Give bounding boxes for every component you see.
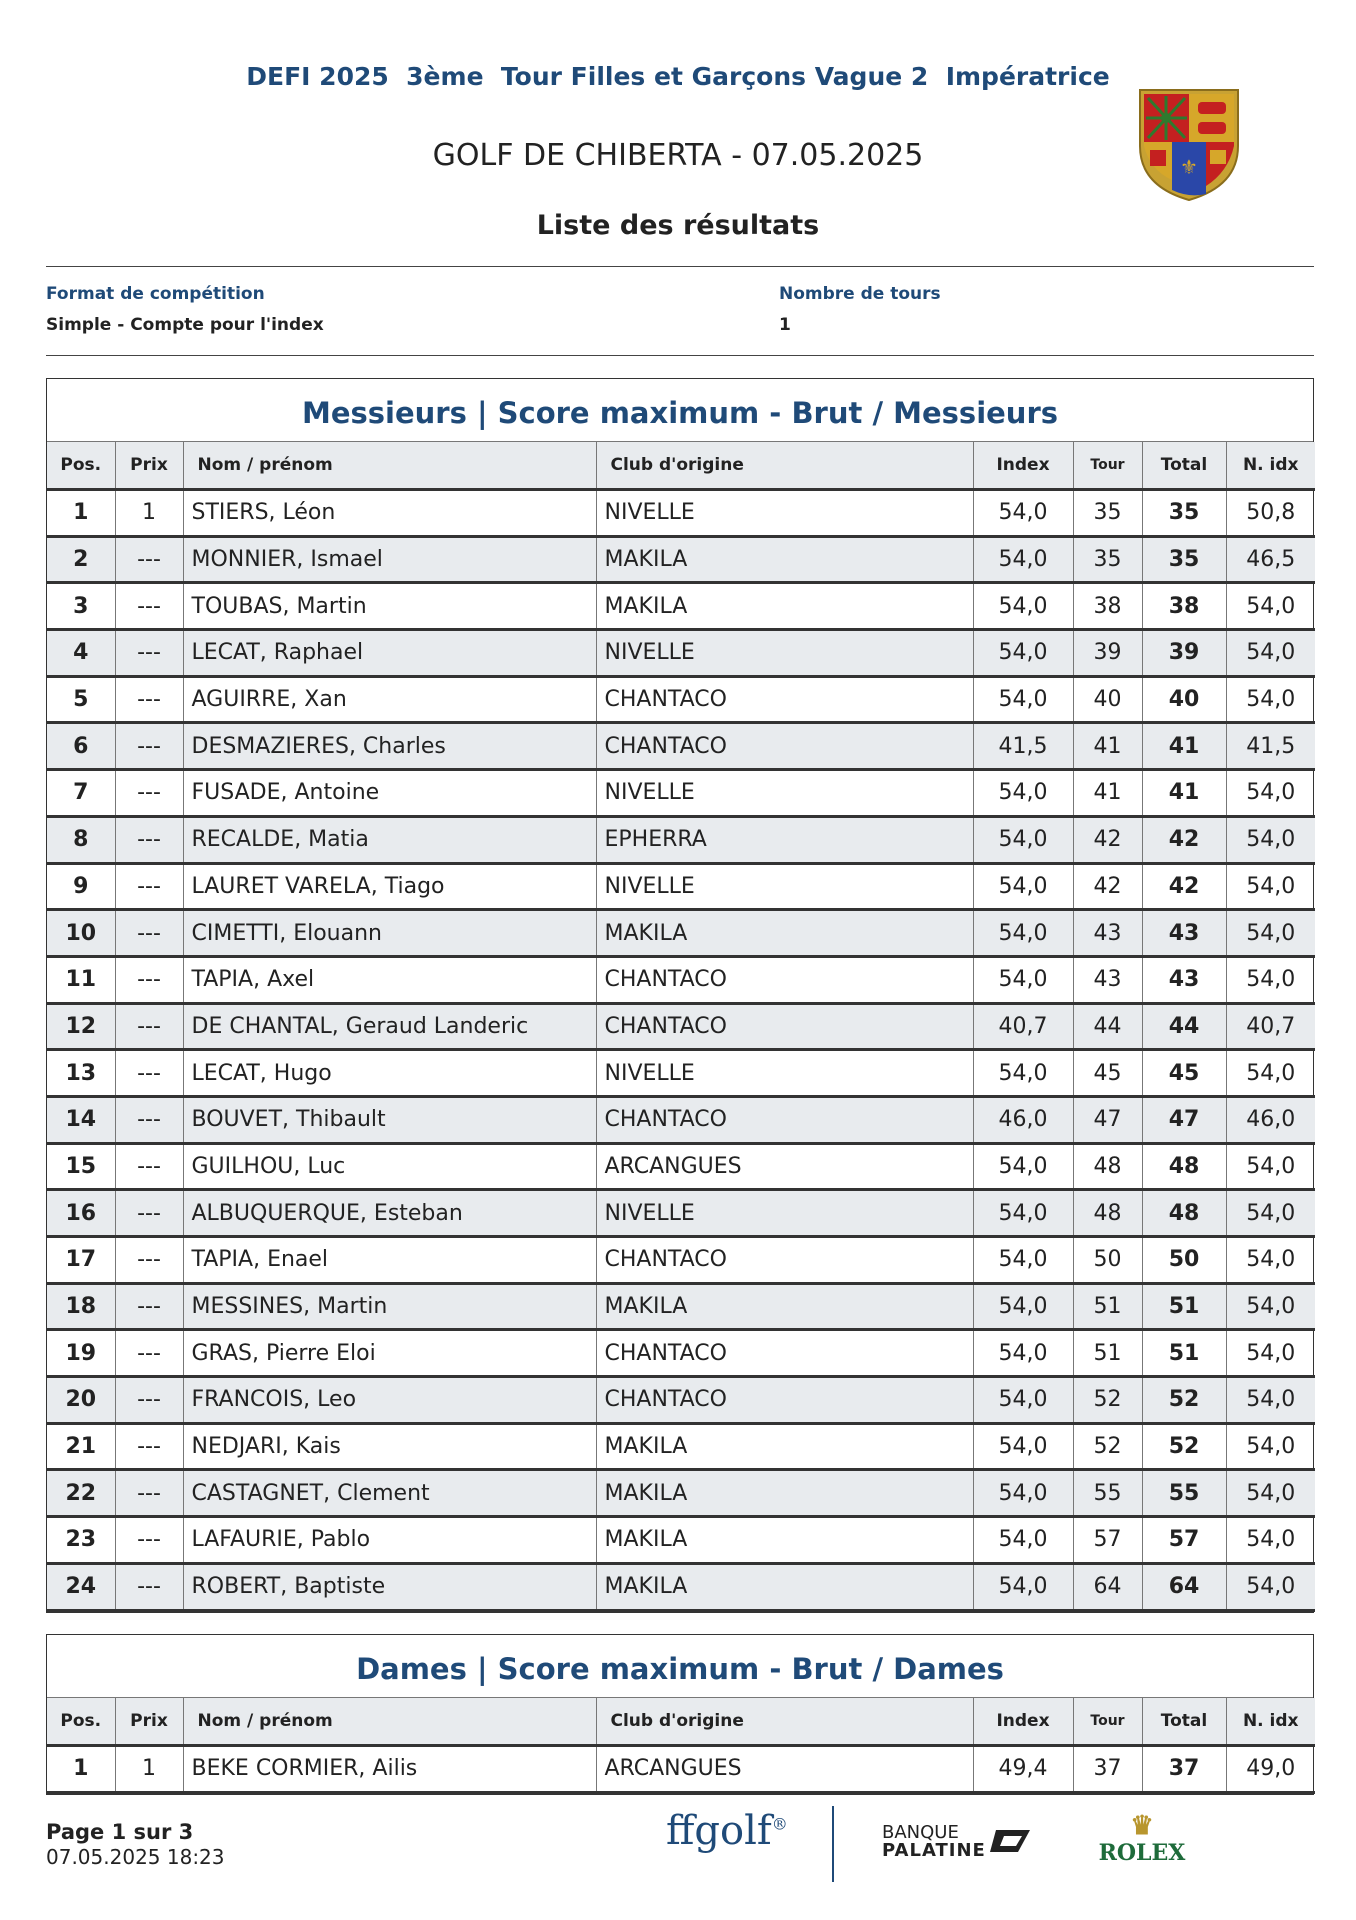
format-label: Format de compétition <box>46 284 265 304</box>
cell-nidx: 54,0 <box>1226 1377 1315 1424</box>
cell-nidx: 40,7 <box>1226 1003 1315 1050</box>
col-header-club: Club d'origine <box>596 442 973 490</box>
cell-pos: 15 <box>47 1143 115 1190</box>
cell-prix: --- <box>115 1237 183 1284</box>
cell-index: 54,0 <box>973 863 1073 910</box>
cell-total: 44 <box>1142 1003 1226 1050</box>
cell-total: 42 <box>1142 863 1226 910</box>
cell-index: 54,0 <box>973 1050 1073 1097</box>
cell-nidx: 54,0 <box>1226 863 1315 910</box>
cell-index: 54,0 <box>973 1423 1073 1470</box>
col-header-name: Nom / prénom <box>183 442 596 490</box>
table-row <box>47 1237 1315 1284</box>
cell-club: MAKILA <box>596 1517 973 1564</box>
cell-index: 54,0 <box>973 770 1073 817</box>
cell-club: ARCANGUES <box>596 1746 973 1793</box>
cell-nidx: 54,0 <box>1226 1517 1315 1564</box>
messieurs-results-section <box>46 378 1314 1613</box>
cell-total: 48 <box>1142 1190 1226 1237</box>
cell-name: LAURET VARELA, Tiago <box>183 863 596 910</box>
cell-nidx: 54,0 <box>1226 956 1315 1003</box>
cell-name: RECALDE, Matia <box>183 816 596 863</box>
table-row <box>47 490 1315 537</box>
cell-prix: --- <box>115 536 183 583</box>
cell-prix: --- <box>115 1050 183 1097</box>
table-row <box>47 1283 1315 1330</box>
ffgolf-logo-text: ffgolf <box>666 1808 772 1854</box>
table-row <box>47 770 1315 817</box>
cell-prix: --- <box>115 723 183 770</box>
meta-divider <box>46 355 1314 356</box>
cell-name: FRANCOIS, Leo <box>183 1377 596 1424</box>
print-date: 07.05.2025 18:23 <box>46 1845 225 1869</box>
rounds-label: Nombre de tours <box>779 284 941 304</box>
messieurs-section-title: Messieurs | Score maximum - Brut / Messieurs <box>47 379 1313 442</box>
cell-club: NIVELLE <box>596 770 973 817</box>
cell-club: MAKILA <box>596 1563 973 1610</box>
cell-prix: --- <box>115 676 183 723</box>
cell-tour: 50 <box>1073 1237 1142 1284</box>
cell-club: CHANTACO <box>596 676 973 723</box>
cell-total: 35 <box>1142 536 1226 583</box>
cell-total: 55 <box>1142 1470 1226 1517</box>
cell-pos: 3 <box>47 583 115 630</box>
cell-tour: 39 <box>1073 630 1142 677</box>
cell-prix: --- <box>115 1377 183 1424</box>
cell-name: TOUBAS, Martin <box>183 583 596 630</box>
cell-pos: 12 <box>47 1003 115 1050</box>
cell-name: DE CHANTAL, Geraud Landeric <box>183 1003 596 1050</box>
cell-nidx: 54,0 <box>1226 1143 1315 1190</box>
cell-name: MESSINES, Martin <box>183 1283 596 1330</box>
cell-tour: 37 <box>1073 1746 1142 1793</box>
cell-prix: --- <box>115 630 183 677</box>
cell-tour: 44 <box>1073 1003 1142 1050</box>
cell-pos: 21 <box>47 1423 115 1470</box>
cell-prix: --- <box>115 1003 183 1050</box>
table-row <box>47 910 1315 957</box>
cell-index: 46,0 <box>973 1096 1073 1143</box>
cell-pos: 19 <box>47 1330 115 1377</box>
table-row <box>47 863 1315 910</box>
cell-tour: 64 <box>1073 1563 1142 1610</box>
cell-prix: --- <box>115 816 183 863</box>
cell-tour: 51 <box>1073 1283 1142 1330</box>
cell-index: 40,7 <box>973 1003 1073 1050</box>
cell-club: MAKILA <box>596 583 973 630</box>
cell-index: 54,0 <box>973 536 1073 583</box>
table-header-row <box>47 1698 1315 1746</box>
cell-pos: 5 <box>47 676 115 723</box>
cell-club: MAKILA <box>596 1283 973 1330</box>
cell-total: 39 <box>1142 630 1226 677</box>
rolex-logo-text: ROLEX <box>1098 1840 1186 1866</box>
cell-tour: 48 <box>1073 1190 1142 1237</box>
table-row <box>47 816 1315 863</box>
list-title: Liste des résultats <box>536 210 820 241</box>
cell-tour: 55 <box>1073 1470 1142 1517</box>
cell-pos: 14 <box>47 1096 115 1143</box>
crown-icon: ♛ <box>1130 1811 1154 1841</box>
cell-pos: 22 <box>47 1470 115 1517</box>
cell-name: LAFAURIE, Pablo <box>183 1517 596 1564</box>
header-divider <box>46 266 1314 267</box>
cell-club: MAKILA <box>596 536 973 583</box>
cell-nidx: 54,0 <box>1226 816 1315 863</box>
cell-club: CHANTACO <box>596 723 973 770</box>
cell-nidx: 54,0 <box>1226 1050 1315 1097</box>
cell-total: 41 <box>1142 723 1226 770</box>
cell-tour: 52 <box>1073 1377 1142 1424</box>
cell-pos: 1 <box>47 1746 115 1793</box>
cell-club: NIVELLE <box>596 863 973 910</box>
cell-club: MAKILA <box>596 1423 973 1470</box>
cell-tour: 43 <box>1073 956 1142 1003</box>
cell-total: 45 <box>1142 1050 1226 1097</box>
cell-pos: 24 <box>47 1563 115 1610</box>
cell-name: AGUIRRE, Xan <box>183 676 596 723</box>
cell-club: CHANTACO <box>596 956 973 1003</box>
cell-name: LECAT, Hugo <box>183 1050 596 1097</box>
cell-name: TAPIA, Axel <box>183 956 596 1003</box>
cell-prix: --- <box>115 770 183 817</box>
table-header-row <box>47 442 1315 490</box>
cell-tour: 51 <box>1073 1330 1142 1377</box>
cell-index: 54,0 <box>973 1470 1073 1517</box>
cell-prix: --- <box>115 1096 183 1143</box>
cell-pos: 8 <box>47 816 115 863</box>
col-header-index: Index <box>973 442 1073 490</box>
cell-total: 40 <box>1142 676 1226 723</box>
table-row <box>47 1517 1315 1564</box>
cell-pos: 4 <box>47 630 115 677</box>
cell-pos: 23 <box>47 1517 115 1564</box>
cell-pos: 20 <box>47 1377 115 1424</box>
cell-nidx: 54,0 <box>1226 676 1315 723</box>
table-row <box>47 630 1315 677</box>
cell-prix: --- <box>115 863 183 910</box>
cell-index: 54,0 <box>973 1190 1073 1237</box>
cell-club: NIVELLE <box>596 1190 973 1237</box>
cell-pos: 2 <box>47 536 115 583</box>
cell-pos: 18 <box>47 1283 115 1330</box>
table-row <box>47 1143 1315 1190</box>
cell-index: 54,0 <box>973 956 1073 1003</box>
cell-index: 54,0 <box>973 490 1073 537</box>
col-header-tour: Tour <box>1073 1698 1142 1746</box>
cell-tour: 42 <box>1073 863 1142 910</box>
cell-club: ARCANGUES <box>596 1143 973 1190</box>
table-row <box>47 676 1315 723</box>
table-row <box>47 1330 1315 1377</box>
cell-nidx: 54,0 <box>1226 910 1315 957</box>
cell-tour: 42 <box>1073 816 1142 863</box>
cell-index: 54,0 <box>973 910 1073 957</box>
cell-prix: --- <box>115 910 183 957</box>
col-header-nidx: N. idx <box>1226 1698 1315 1746</box>
cell-prix: --- <box>115 1423 183 1470</box>
cell-total: 43 <box>1142 910 1226 957</box>
cell-club: EPHERRA <box>596 816 973 863</box>
cell-tour: 40 <box>1073 676 1142 723</box>
cell-pos: 10 <box>47 910 115 957</box>
cell-nidx: 54,0 <box>1226 1423 1315 1470</box>
table-row <box>47 1377 1315 1424</box>
page-number: Page 1 sur 3 <box>46 1820 194 1844</box>
cell-index: 54,0 <box>973 1330 1073 1377</box>
col-header-club: Club d'origine <box>596 1698 973 1746</box>
cell-nidx: 54,0 <box>1226 583 1315 630</box>
registered-icon: ® <box>771 1814 788 1834</box>
cell-name: BEKE CORMIER, Ailis <box>183 1746 596 1793</box>
table-row <box>47 956 1315 1003</box>
cell-pos: 1 <box>47 490 115 537</box>
cell-name: STIERS, Léon <box>183 490 596 537</box>
cell-nidx: 54,0 <box>1226 1563 1315 1610</box>
cell-club: CHANTACO <box>596 1003 973 1050</box>
cell-club: MAKILA <box>596 1470 973 1517</box>
cell-tour: 57 <box>1073 1517 1142 1564</box>
cell-total: 57 <box>1142 1517 1226 1564</box>
cell-prix: 1 <box>115 490 183 537</box>
cell-total: 51 <box>1142 1283 1226 1330</box>
cell-pos: 11 <box>47 956 115 1003</box>
cell-total: 43 <box>1142 956 1226 1003</box>
cell-total: 41 <box>1142 770 1226 817</box>
venue-title: GOLF DE CHIBERTA - 07.05.2025 <box>432 138 924 173</box>
cell-total: 37 <box>1142 1746 1226 1793</box>
table-row <box>47 1096 1315 1143</box>
cell-nidx: 54,0 <box>1226 770 1315 817</box>
dames-results-section <box>46 1634 1314 1795</box>
cell-club: NIVELLE <box>596 490 973 537</box>
cell-prix: --- <box>115 1563 183 1610</box>
cell-tour: 47 <box>1073 1096 1142 1143</box>
svg-text:⚜: ⚜ <box>1180 155 1198 179</box>
cell-index: 41,5 <box>973 723 1073 770</box>
cell-name: TAPIA, Enael <box>183 1237 596 1284</box>
table-row <box>47 1746 1315 1793</box>
cell-name: CIMETTI, Elouann <box>183 910 596 957</box>
table-row <box>47 1190 1315 1237</box>
cell-name: LECAT, Raphael <box>183 630 596 677</box>
cell-club: NIVELLE <box>596 630 973 677</box>
cell-index: 54,0 <box>973 630 1073 677</box>
col-header-pos: Pos. <box>47 442 115 490</box>
table-row <box>47 1050 1315 1097</box>
banque-logo-line1: BANQUE <box>882 1822 959 1843</box>
cell-total: 52 <box>1142 1423 1226 1470</box>
col-header-prix: Prix <box>115 442 183 490</box>
banque-logo-line2: PALATINE <box>882 1840 986 1861</box>
cell-total: 47 <box>1142 1096 1226 1143</box>
banque-palatine-emblem-icon <box>988 1826 1032 1856</box>
cell-nidx: 54,0 <box>1226 1237 1315 1284</box>
cell-club: CHANTACO <box>596 1330 973 1377</box>
cell-index: 54,0 <box>973 1237 1073 1284</box>
table-row <box>47 1003 1315 1050</box>
cell-club: CHANTACO <box>596 1237 973 1284</box>
cell-tour: 48 <box>1073 1143 1142 1190</box>
rounds-value: 1 <box>779 315 791 335</box>
cell-name: ALBUQUERQUE, Esteban <box>183 1190 596 1237</box>
cell-name: BOUVET, Thibault <box>183 1096 596 1143</box>
cell-name: DESMAZIERES, Charles <box>183 723 596 770</box>
ffgolf-logo <box>666 1808 788 1854</box>
col-header-total: Total <box>1142 442 1226 490</box>
cell-nidx: 50,8 <box>1226 490 1315 537</box>
cell-total: 50 <box>1142 1237 1226 1284</box>
cell-prix: --- <box>115 956 183 1003</box>
col-header-name: Nom / prénom <box>183 1698 596 1746</box>
col-header-index: Index <box>973 1698 1073 1746</box>
cell-total: 52 <box>1142 1377 1226 1424</box>
cell-prix: 1 <box>115 1746 183 1793</box>
cell-nidx: 46,0 <box>1226 1096 1315 1143</box>
cell-prix: --- <box>115 1190 183 1237</box>
cell-total: 64 <box>1142 1563 1226 1610</box>
table-row <box>47 1563 1315 1610</box>
cell-total: 48 <box>1142 1143 1226 1190</box>
cell-tour: 35 <box>1073 536 1142 583</box>
logo-divider <box>832 1806 834 1882</box>
cell-prix: --- <box>115 583 183 630</box>
dames-table-body <box>47 1746 1315 1793</box>
cell-index: 54,0 <box>973 1377 1073 1424</box>
table-row <box>47 723 1315 770</box>
cell-tour: 35 <box>1073 490 1142 537</box>
cell-club: CHANTACO <box>596 1377 973 1424</box>
cell-pos: 9 <box>47 863 115 910</box>
cell-club: CHANTACO <box>596 1096 973 1143</box>
table-row <box>47 1423 1315 1470</box>
cell-nidx: 41,5 <box>1226 723 1315 770</box>
format-value: Simple - Compte pour l'index <box>46 315 324 335</box>
dames-results-table <box>47 1698 1315 1794</box>
cell-nidx: 49,0 <box>1226 1746 1315 1793</box>
cell-index: 54,0 <box>973 1283 1073 1330</box>
cell-name: FUSADE, Antoine <box>183 770 596 817</box>
table-row <box>47 583 1315 630</box>
cell-total: 35 <box>1142 490 1226 537</box>
cell-tour: 43 <box>1073 910 1142 957</box>
table-row <box>47 536 1315 583</box>
rolex-logo <box>1092 1812 1192 1866</box>
col-header-tour: Tour <box>1073 442 1142 490</box>
cell-prix: --- <box>115 1470 183 1517</box>
cell-total: 38 <box>1142 583 1226 630</box>
cell-tour: 52 <box>1073 1423 1142 1470</box>
messieurs-results-table <box>47 442 1315 1612</box>
cell-nidx: 54,0 <box>1226 1330 1315 1377</box>
cell-index: 54,0 <box>973 583 1073 630</box>
cell-club: MAKILA <box>596 910 973 957</box>
cell-prix: --- <box>115 1517 183 1564</box>
cell-club: NIVELLE <box>596 1050 973 1097</box>
cell-nidx: 46,5 <box>1226 536 1315 583</box>
cell-name: GUILHOU, Luc <box>183 1143 596 1190</box>
cell-total: 51 <box>1142 1330 1226 1377</box>
cell-index: 49,4 <box>973 1746 1073 1793</box>
event-title: DEFI 2025 3ème Tour Filles et Garçons Vague 2 Impératrice <box>246 62 1110 91</box>
cell-pos: 6 <box>47 723 115 770</box>
cell-tour: 45 <box>1073 1050 1142 1097</box>
cell-prix: --- <box>115 1330 183 1377</box>
cell-prix: --- <box>115 1143 183 1190</box>
cell-nidx: 54,0 <box>1226 1283 1315 1330</box>
coat-of-arms-icon <box>1136 86 1242 202</box>
cell-name: ROBERT, Baptiste <box>183 1563 596 1610</box>
cell-pos: 17 <box>47 1237 115 1284</box>
cell-total: 42 <box>1142 816 1226 863</box>
cell-name: CASTAGNET, Clement <box>183 1470 596 1517</box>
cell-index: 54,0 <box>973 1143 1073 1190</box>
cell-tour: 38 <box>1073 583 1142 630</box>
cell-nidx: 54,0 <box>1226 630 1315 677</box>
col-header-total: Total <box>1142 1698 1226 1746</box>
cell-index: 54,0 <box>973 1563 1073 1610</box>
banque-palatine-logo <box>882 1824 986 1860</box>
dames-section-title: Dames | Score maximum - Brut / Dames <box>47 1635 1313 1698</box>
messieurs-table-body <box>47 490 1315 1611</box>
col-header-prix: Prix <box>115 1698 183 1746</box>
cell-pos: 7 <box>47 770 115 817</box>
cell-nidx: 54,0 <box>1226 1470 1315 1517</box>
cell-index: 54,0 <box>973 816 1073 863</box>
cell-index: 54,0 <box>973 676 1073 723</box>
cell-tour: 41 <box>1073 770 1142 817</box>
cell-name: NEDJARI, Kais <box>183 1423 596 1470</box>
col-header-nidx: N. idx <box>1226 442 1315 490</box>
cell-prix: --- <box>115 1283 183 1330</box>
col-header-pos: Pos. <box>47 1698 115 1746</box>
table-row <box>47 1470 1315 1517</box>
cell-name: GRAS, Pierre Eloi <box>183 1330 596 1377</box>
cell-nidx: 54,0 <box>1226 1190 1315 1237</box>
cell-index: 54,0 <box>973 1517 1073 1564</box>
cell-pos: 16 <box>47 1190 115 1237</box>
cell-tour: 41 <box>1073 723 1142 770</box>
cell-pos: 13 <box>47 1050 115 1097</box>
cell-name: MONNIER, Ismael <box>183 536 596 583</box>
